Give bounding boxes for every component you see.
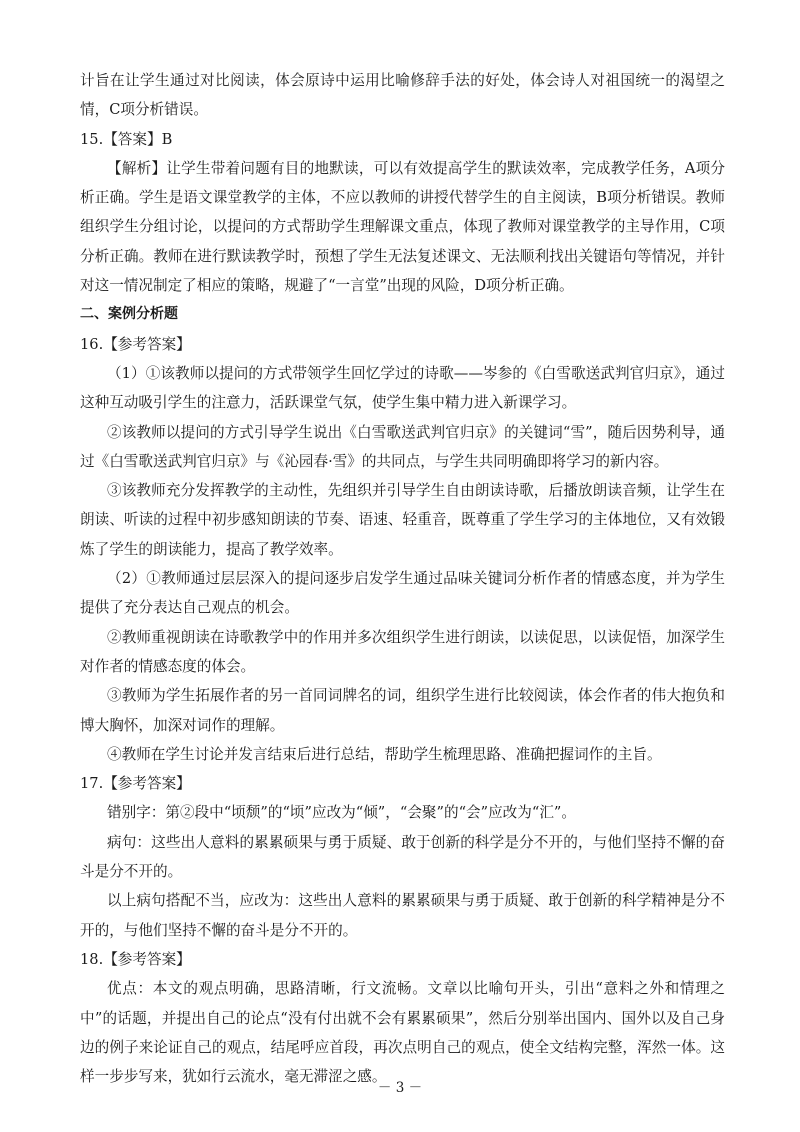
- page-number: － 3 －: [377, 1080, 423, 1096]
- paragraph: 错别字：第②段中“顷颓”的“顷”应改为“倾”，“会聚”的“会”应改为“汇”。: [107, 804, 576, 822]
- paragraph: 【解析】让学生带着问题有目的地默读，可以有效提高学生的默读效率，完成教学任务，A项分析正确。学生是语文课堂教学的主体，不应以教师的讲授代替学生的自主阅读，B项分析错误。教师组织学生分组讨论，以提问的方式帮助学生理解课文重点，体现了教师对课堂教学的主导作用，C项分析正确。教师在进行默读教学时，预想了学生无法复述课文、无法顺利找出关键语句等情况，并针对这一情况制定了相应的策略，规避了“一言堂”出现的风险，D项分析正确。: [80, 159, 725, 295]
- answer-heading: 18.【参考答案】: [80, 950, 191, 968]
- paragraph: ②该教师以提问的方式引导学生说出《白雪歌送武判官归京》的关键词“雪”，随后因势利导，通过《白雪歌送武判官归京》与《沁园春·雪》的共同点，与学生共同明确即将学习的新内容。: [80, 423, 725, 470]
- paragraph: （1）①该教师以提问的方式带领学生回忆学过的诗歌——岑参的《白雪歌送武判官归京》，通过这种互动吸引学生的注意力，活跃课堂气氛，使学生集中精力进入新课学习。: [80, 364, 725, 412]
- paragraph: 以上病句搭配不当，应改为：这些出人意料的累累硕果与勇于质疑、敢于创新的科学精神是分不开的，与他们坚持不懈的奋斗是分不开的。: [80, 892, 725, 939]
- paragraph: ②教师重视朗读在诗歌教学中的作用并多次组织学生进行朗读，以读促思，以读促悟，加深学生对作者的情感态度的体会。: [80, 628, 725, 675]
- paragraph: ③该教师充分发挥教学的主动性，先组织并引导学生自由朗读诗歌，后播放朗读音频，让学生在朗读、听读的过程中初步感知朗读的节奏、语速、轻重音，既尊重了学生学习的主体地位，又有效锻炼了学生的朗读能力，提高了教学效率。: [80, 482, 725, 558]
- paragraph: ④教师在学生讨论并发言结束后进行总结，帮助学生梳理思路、准确把握词作的主旨。: [107, 745, 662, 763]
- section-heading: 二、案例分析题: [80, 306, 178, 323]
- paragraph: 计旨在让学生通过对比阅读，体会原诗中运用比喻修辞手法的好处，体会诗人对祖国统一的渴望之情，C项分析错误。: [80, 72, 725, 119]
- paragraph: （2）①教师通过层层深入的提问逐步启发学生通过品味关键词分析作者的情感态度，并为学生提供了充分表达自己观点的机会。: [80, 570, 725, 617]
- paragraph: ③教师为学生拓展作者的另一首同词牌名的词，组织学生进行比较阅读，体会作者的伟大抱负和博大胸怀，加深对词作的理解。: [80, 687, 725, 734]
- paragraph: 病句：这些出人意料的累累硕果与勇于质疑、敢于创新的科学是分不开的，与他们坚持不懈的奋斗是分不开的。: [80, 833, 725, 881]
- paragraph: 优点：本文的观点明确，思路清晰，行文流畅。文章以比喻句开头，引出“意料之外和情理之中”的话题，并提出自己的论点“没有付出就不会有累累硕果”，然后分别举出国内、国外以及自己身边的例子来论证自己的观点，结尾呼应首段，再次点明自己的观点，使全文结构完整，浑然一体。这样一步步写来，犹如行云流水，毫无滞涩之感。: [80, 980, 725, 1086]
- document-page: [80, 66, 725, 1091]
- answer-heading: 15.【答案】B: [80, 130, 173, 148]
- answer-heading: 16.【参考答案】: [80, 335, 191, 353]
- answer-heading: 17.【参考答案】: [80, 775, 191, 793]
